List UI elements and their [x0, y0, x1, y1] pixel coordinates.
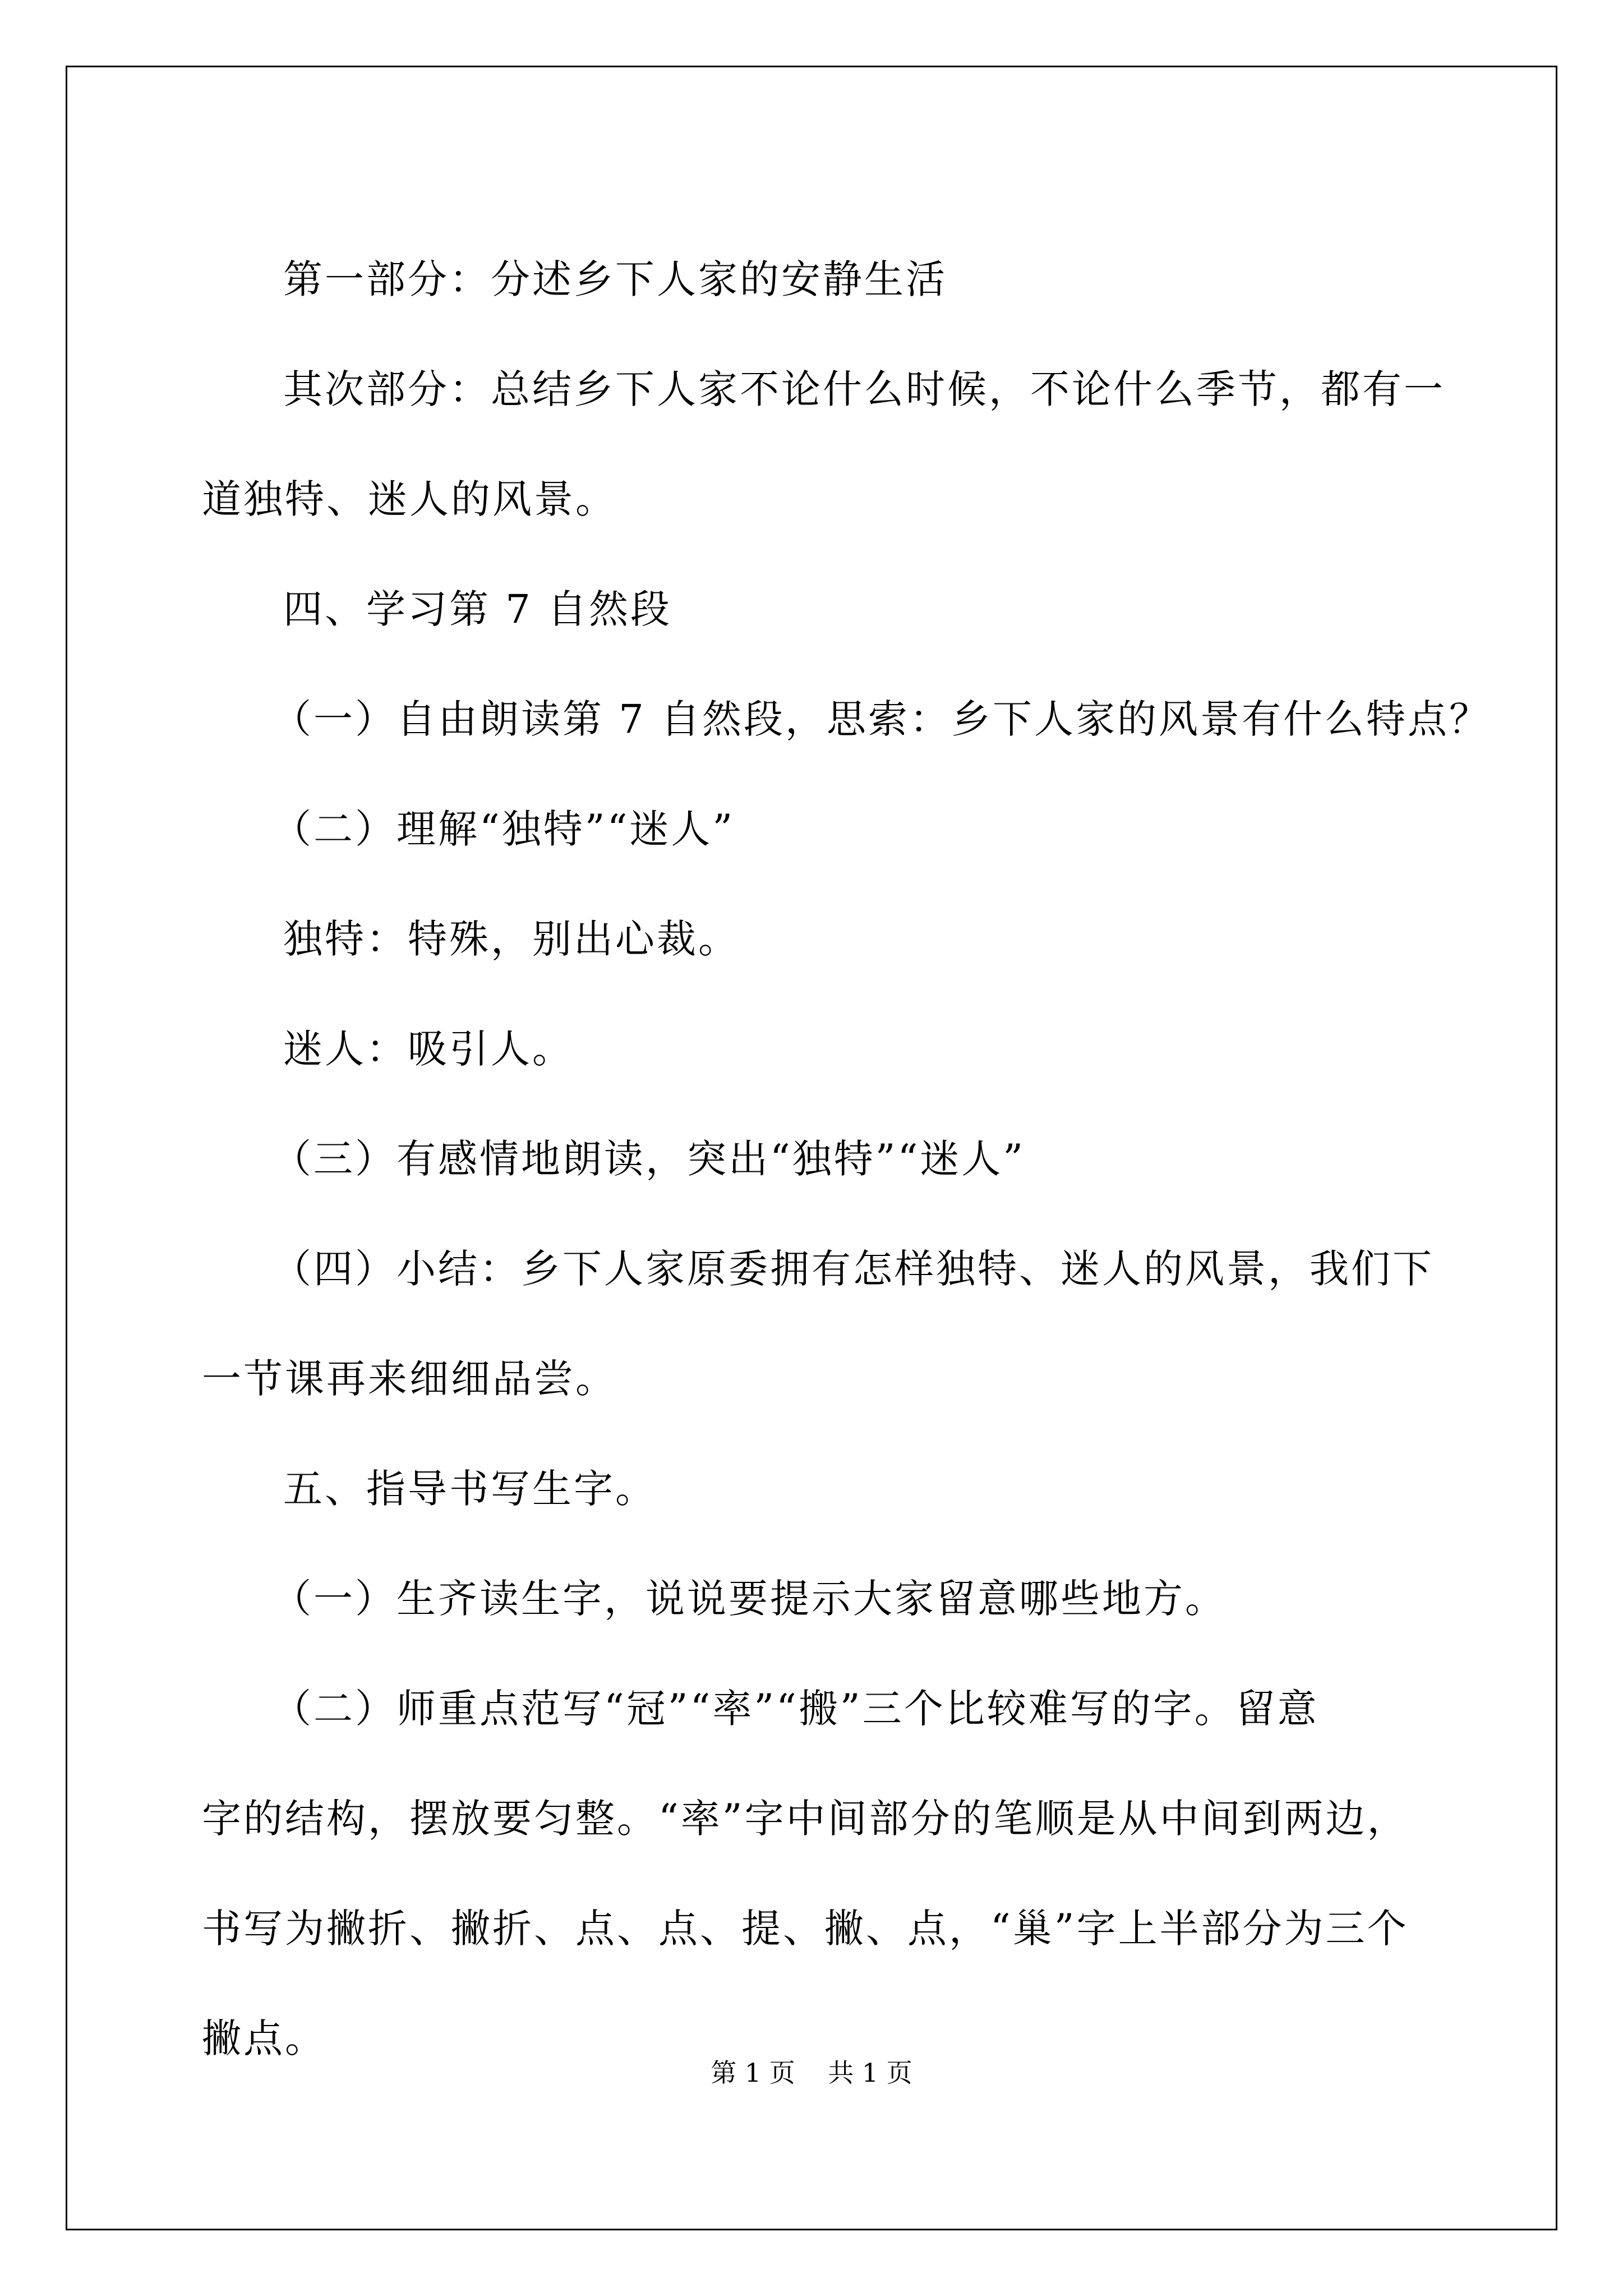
paragraph: 四、学习第 7 自然段 [283, 586, 672, 632]
document-body [202, 224, 1491, 2093]
paragraph: 撇点。 [202, 2016, 326, 2062]
paragraph: 独特：特殊，别出心裁。 [283, 916, 740, 962]
paragraph: 字的结构，摆放要匀整。“率”字中间部分的笔顺是从中间到两边， [202, 1796, 1409, 1842]
paragraph: 第一部分：分述乡下人家的安静生活 [283, 256, 947, 302]
paragraph: （一）生齐读生字，说说要提示大家留意哪些地方。 [272, 1576, 1227, 1622]
paragraph: （二）师重点范写“冠”“率”“搬”三个比较难写的字。留意 [272, 1686, 1319, 1732]
paragraph: 书写为撇折、撇折、点、点、提、撇、点，“巢”字上半部分为三个 [202, 1906, 1409, 1952]
paragraph: （三）有感情地朗读，突出“独特”“迷人” [272, 1136, 1026, 1182]
paragraph: 一节课再来细细品尝。 [202, 1356, 617, 1402]
paragraph: 其次部分：总结乡下人家不论什么时候，不论什么季节，都有一 [283, 366, 1445, 412]
page-number-footer: 第 1 页 共 1 页 [711, 2058, 912, 2088]
paragraph: 五、指导书写生字。 [283, 1466, 657, 1512]
paragraph: （一）自由朗读第 7 自然段，思索：乡下人家的风景有什么特点？ [272, 696, 1491, 742]
paragraph: （四）小结：乡下人家原委拥有怎样独特、迷人的风景，我们下 [272, 1246, 1434, 1292]
paragraph: （二）理解“独特”“迷人” [272, 806, 735, 852]
paragraph: 迷人：吸引人。 [283, 1026, 574, 1072]
paragraph: 道独特、迷人的风景。 [202, 476, 617, 522]
